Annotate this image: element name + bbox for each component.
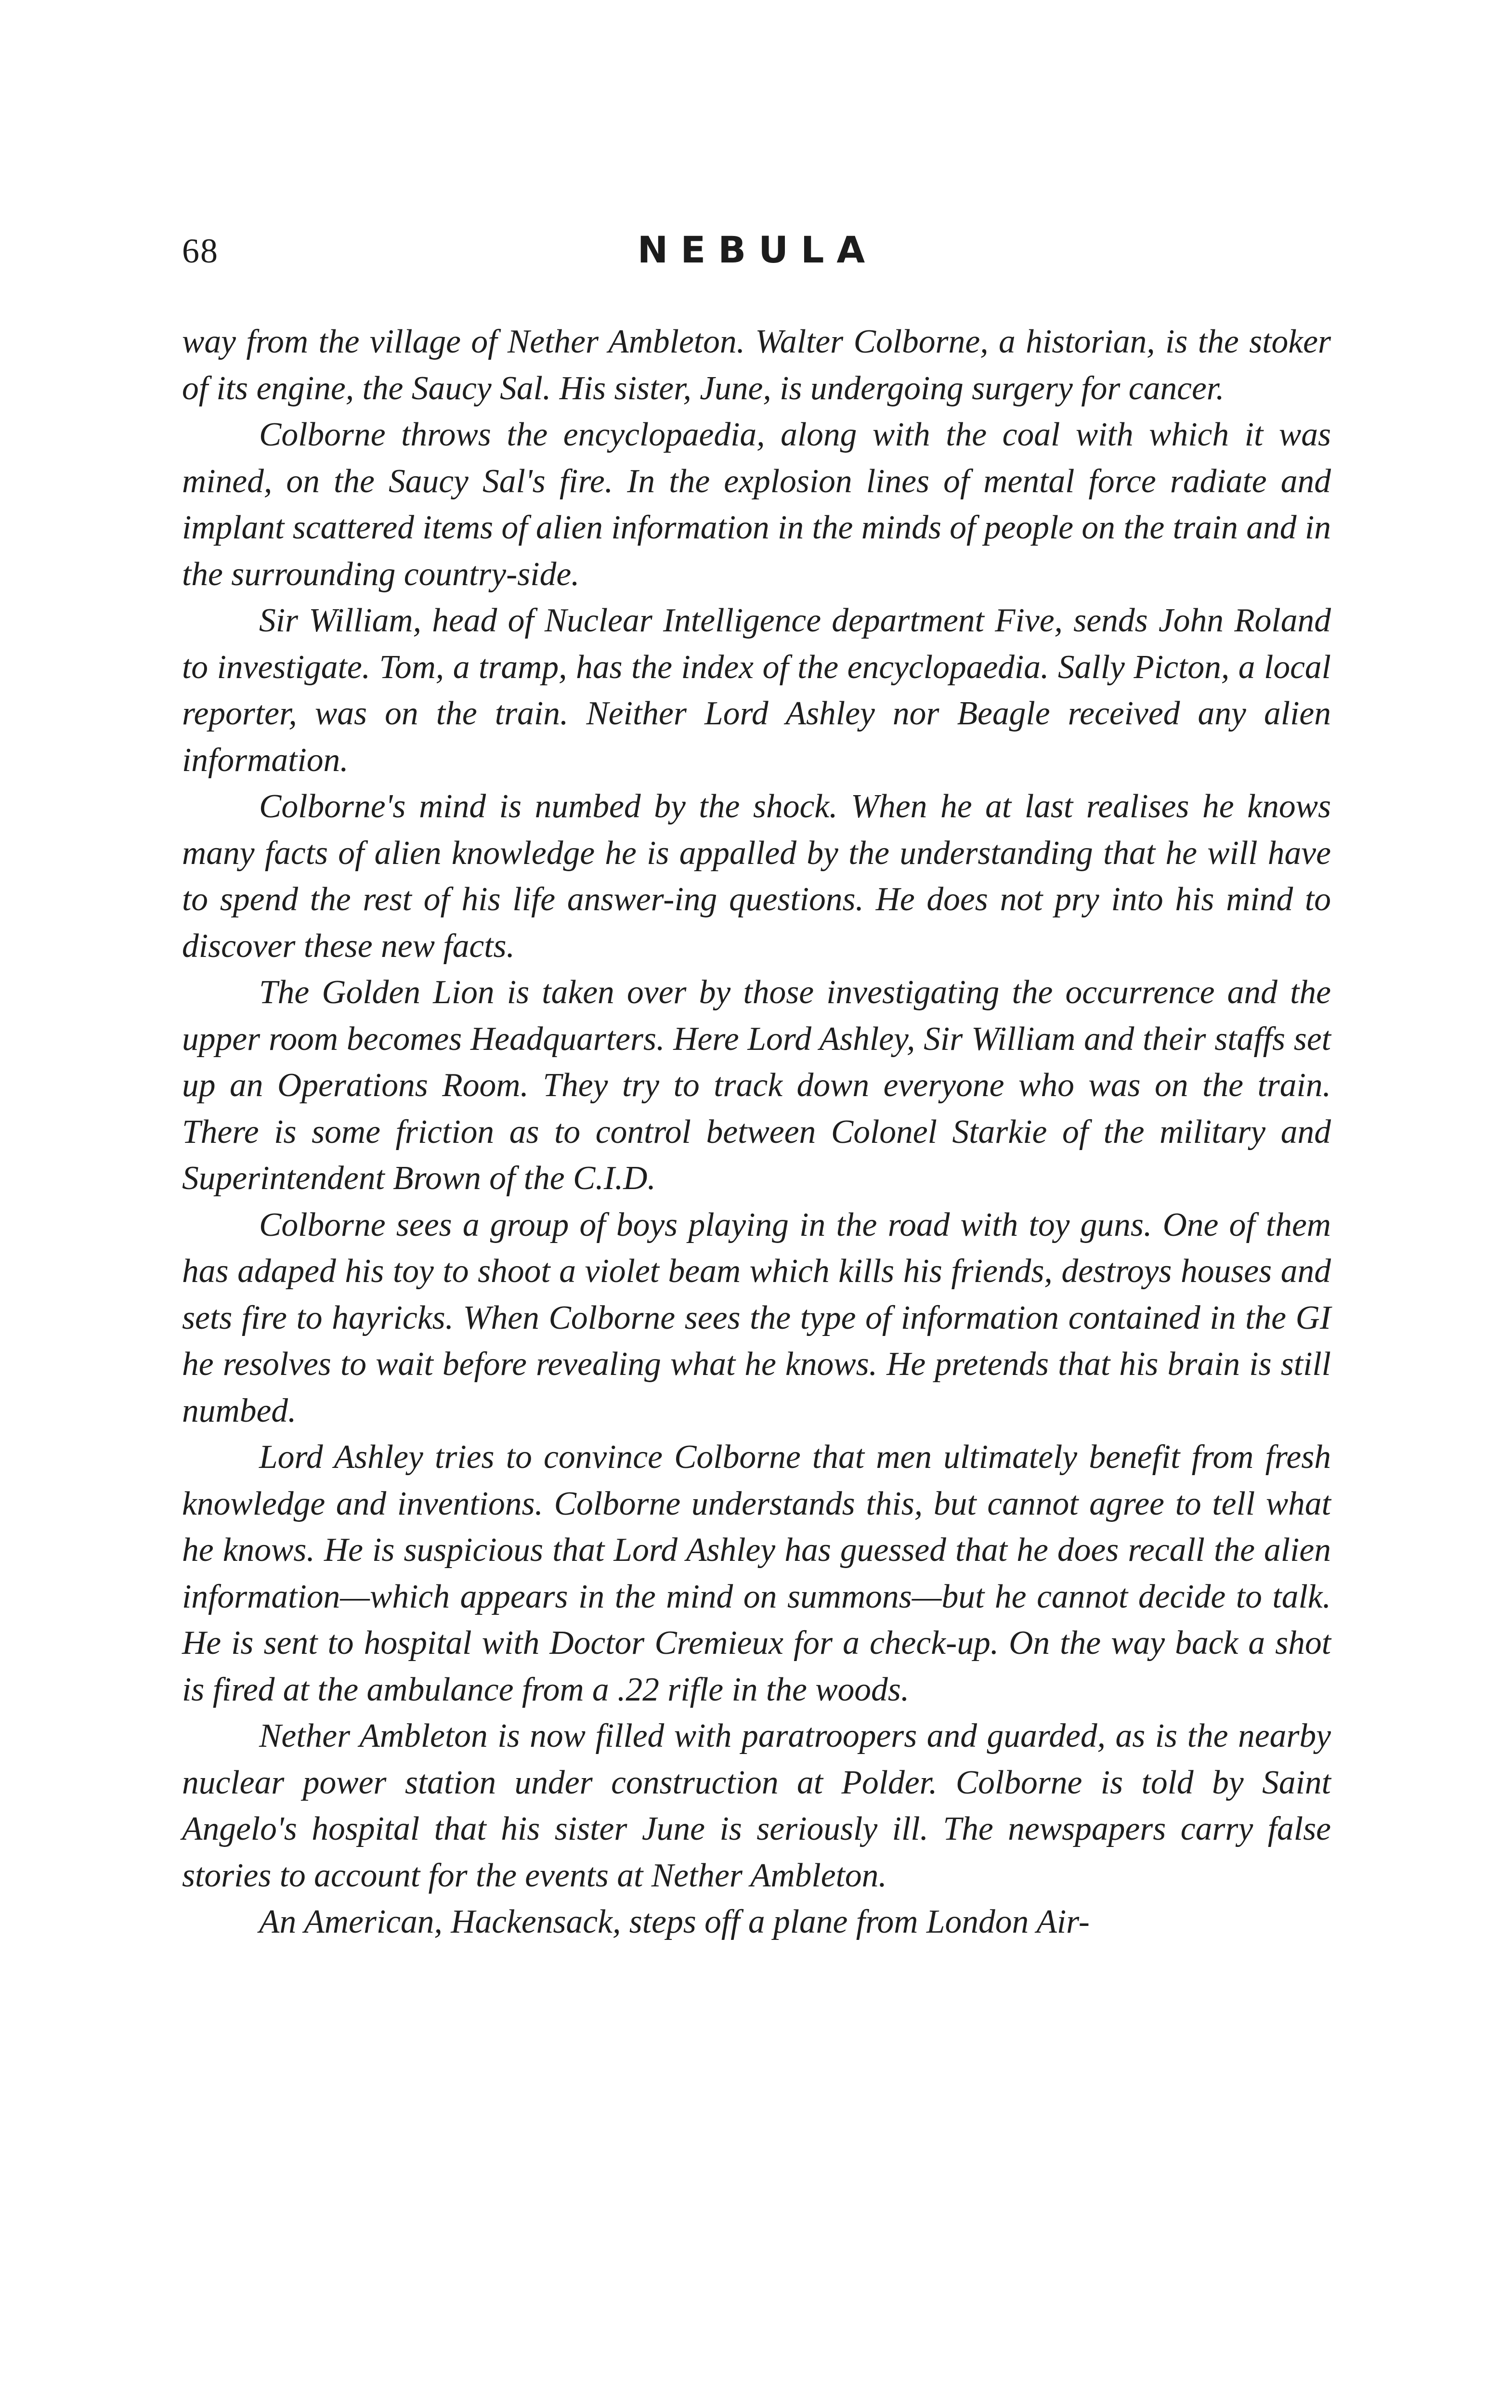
paragraph-continuation: way from the village of Nether Ambleton. Walter Colborne, a historian, is the stoker of its engine, the Saucy Sal. His sister, June, is undergoing surgery for cancer. [182,323,1331,407]
paragraph: Sir William, head of Nuclear Intelligence department Five, sends John Roland to investigate. Tom, a tramp, has the index of the encyclopaedia. Sally Picton, a local reporter, was on the train. Neither Lord Ashley nor Beagle received any alien information. [182,602,1331,779]
page-header [182,228,1333,294]
paragraph: An American, Hackensack, steps off a plane from London Air- [259,1903,1090,1940]
body-text [182,319,1331,1946]
paragraph: Colborne's mind is numbed by the shock. When he at last realises he knows many facts of alien knowledge he is appalled by the understanding that he will have to spend the rest of his life answer-ing questions. He does not pry into his mind to discover these new facts. [182,788,1331,965]
page-number: 68 [182,232,219,270]
paragraph: Lord Ashley tries to convince Colborne that men ultimately benefit from fresh knowledge and inventions. Colborne understands this, but cannot agree to tell what he knows. He is suspicious that Lord Ashley has guessed that he does recall the alien information—which appears in the mind on summons—but he cannot decide to talk. He is sent to hospital with Doctor Cremieux for a check-up. On the way back a shot is fired at the ambulance from a .22 rifle in the woods. [182,1439,1331,1708]
paragraph: Colborne sees a group of boys playing in the road with toy guns. One of them has adaped his toy to shoot a violet beam which kills his friends, destroys houses and sets fire to hayricks. When Colborne sees the type of information contained in the GI he resolves to wait before revealing what he knows. He pretends that his brain is still numbed. [182,1206,1331,1429]
paragraph: Nether Ambleton is now filled with paratroopers and guarded, as is the nearby nuclear power station under construction at Polder. Colborne is told by Saint Angelo's hospital that his sister June is seriously ill. The newspapers carry false stories to account for the events at Nether Ambleton. [182,1717,1331,1894]
paragraph: Colborne throws the encyclopaedia, along with the coal with which it was mined, on the Saucy Sal's fire. In the explosion lines of mental force radiate and implant scattered items of alien information in the minds of people on the train and in the surrounding country-side. [182,416,1331,593]
running-head: NEBULA [637,228,878,271]
paragraph: The Golden Lion is taken over by those investigating the occurrence and the upper room becomes Headquarters. Here Lord Ashley, Sir William and their staffs set up an Operations Room. They try to track down everyone who was on the train. There is some friction as to control between Colonel Starkie of the military and Superintendent Brown of the C.I.D. [182,974,1331,1197]
